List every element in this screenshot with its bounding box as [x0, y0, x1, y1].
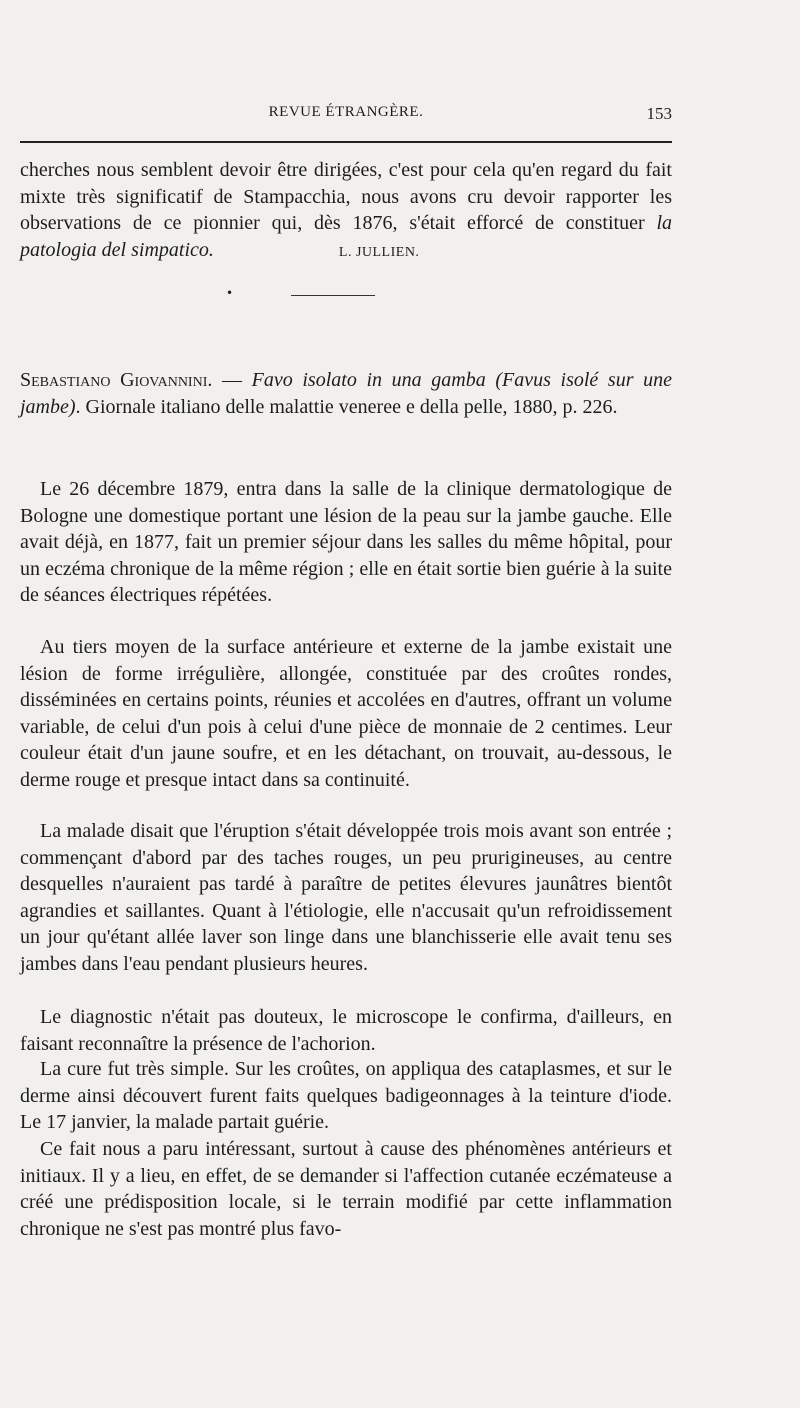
section-separator-rule [291, 295, 375, 296]
body-paragraph-5: La cure fut très simple. Sur les croûtes, on appliqua des cataplasmes, et sur le derme ainsi découvert furent faits quelques badigeonnages à la teinture d'iode. Le 17 janvier, la malade partait guérie. [20, 1058, 672, 1133]
header-rule [20, 141, 672, 143]
body-paragraph-1: Le 26 décembre 1879, entra dans la salle de la clinique dermatologique de Bologne une domestique portant une lésion de la peau sur la jambe gauche. Elle avait déjà, en 1877, fait un premier séjour dans les salles du même hôpital, pour un eczéma chronique de la même région ; elle en était sortie bien guérie à la suite de séances électriques répétées. [20, 478, 672, 606]
citation-title-french: (Favus isolé sur une jambe) [20, 369, 673, 418]
top-paragraph-text: cherches nous semblent devoir être dirigées, c'est pour cela qu'en regard du fait mixte très significatif de Stampacchia, nous avons cru devoir rapporter les observations de ce pionnier qui, dès 1876, s'était efforcé de constituer [20, 159, 672, 234]
body-paragraph-3: La malade disait que l'éruption s'était développée trois mois avant son entrée ; commençant d'abord par des taches rouges, un peu prurigineuses, au centre desquelles n'auraient pas tardé à paraître de petites élevures jaunâtres bientôt agrandies et saillantes. Quant à l'étiologie, elle n'accusait qu'un refroidissement un jour qu'étant allée laver son linge dans une blanchisserie elle avait tenu ses jambes dans l'eau pendant plusieurs heures. [20, 820, 672, 975]
citation-author: Sebastiano Giovannini. [20, 369, 213, 391]
body-paragraph-2: Au tiers moyen de la surface antérieure et externe de la jambe existait une lésion de forme irrégulière, allongée, constituée par des croûtes rondes, disséminées en certains points, réunies et accolées en d'autres, offrant un volume variable, de celui d'un pois à celui d'une pièce de monnaie de 2 centimes. Leur couleur était d'un jaune soufre, et en les détachant, on trouvait, au-dessous, le derme rouge et presque intact dans sa continuité. [20, 636, 672, 791]
running-title: REVUE ÉTRANGÈRE. [268, 104, 424, 120]
body-paragraph-6: Ce fait nous a paru intéressant, surtout à cause des phénomènes antérieurs et initiaux. Il y a lieu, en effet, de se demander si l'affection cutanée eczémateuse a créé une prédisposition locale, si le terrain modifié par cette inflammation chronique ne s'est pas montré plus favo- [20, 1138, 672, 1240]
separator-dot: • [226, 286, 234, 300]
page-number: 153 [646, 104, 672, 123]
citation-source: . Giornale italiano delle malattie veneree e della pelle, 1880, p. 226. [75, 395, 618, 418]
signature: L. JULLIEN. [338, 244, 420, 260]
top-paragraph-italic: la patologia del simpatico. [20, 212, 672, 261]
page-header [20, 104, 672, 126]
citation-dash: — [212, 369, 252, 391]
citation [20, 367, 672, 420]
body-paragraph-4: Le diagnostic n'était pas douteux, le microscope le confirma, d'ailleurs, en faisant reconnaître la présence de l'achorion. [20, 1006, 672, 1055]
top-paragraph [20, 157, 672, 266]
citation-title-italian: Favo isolato in una gamba [251, 369, 486, 391]
